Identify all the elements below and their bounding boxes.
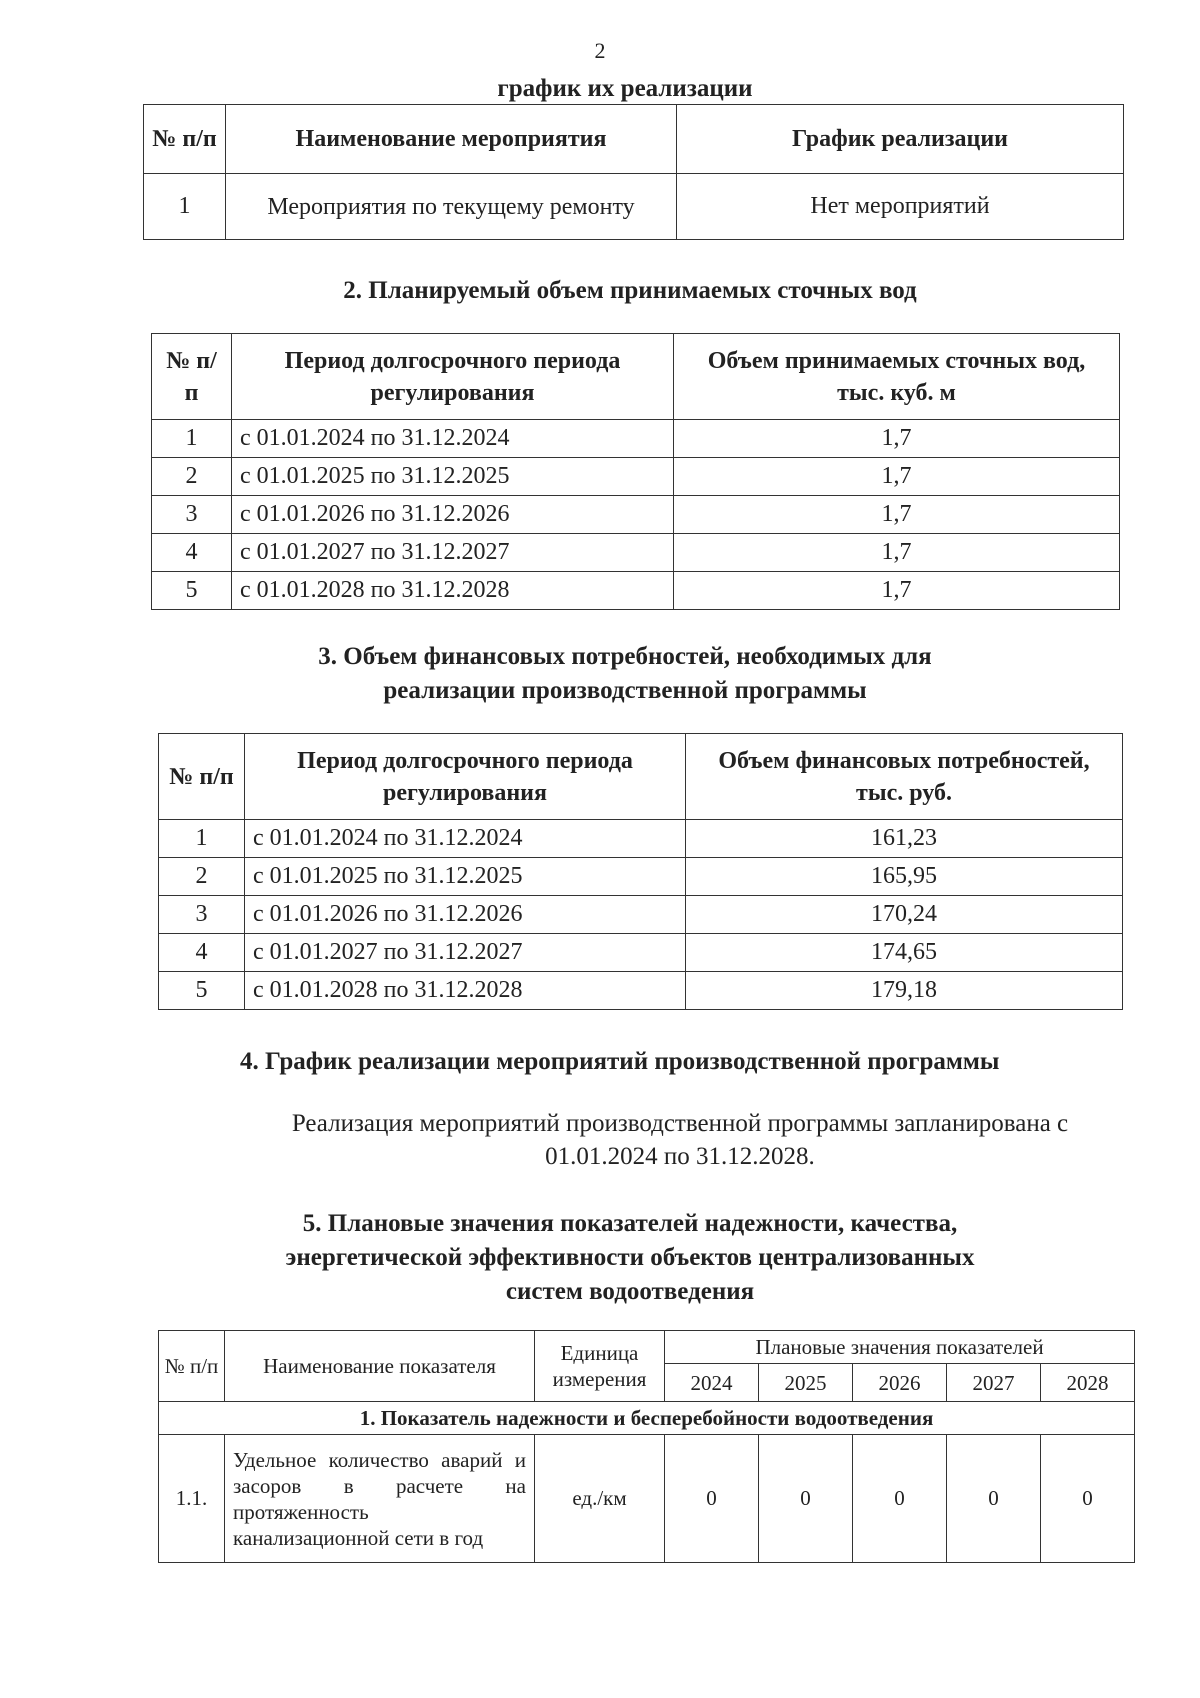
cell-value: 0 <box>759 1435 853 1563</box>
cell-volume: 1,7 <box>674 458 1120 496</box>
header-num: № п/п <box>152 334 232 420</box>
table-row <box>152 496 1120 534</box>
cell-period: с 01.01.2026 по 31.12.2026 <box>232 496 674 534</box>
cell-value: 0 <box>1041 1435 1135 1563</box>
table-row <box>159 858 1123 896</box>
table-row <box>159 820 1123 858</box>
header-num: № п/п <box>159 1331 225 1402</box>
cell-unit: ед./км <box>535 1435 665 1563</box>
table-subsection-row <box>159 1402 1135 1435</box>
section4-text-line2: 01.01.2024 по 31.12.2028. <box>545 1143 815 1170</box>
cell-amount: 174,65 <box>686 934 1123 972</box>
cell-value: 0 <box>947 1435 1041 1563</box>
section5-title-line3: систем водоотведения <box>505 1278 755 1305</box>
table-row <box>152 458 1120 496</box>
table-row <box>152 534 1120 572</box>
cell-num: 5 <box>152 572 232 610</box>
cell-num: 1.1. <box>159 1435 225 1563</box>
cell-num: 2 <box>159 858 245 896</box>
cell-num: 4 <box>159 934 245 972</box>
header-num: № п/п <box>144 105 226 174</box>
cell-num: 1 <box>144 174 226 240</box>
section5-title-line1: 5. Плановые значения показателей надежности, качества, <box>302 1210 958 1237</box>
cell-period: с 01.01.2025 по 31.12.2025 <box>245 858 686 896</box>
header-schedule: График реализации <box>677 105 1124 174</box>
section4-title: 4. График реализации мероприятий производственной программы <box>240 1048 1000 1075</box>
header-indicator-name: Наименование показателя <box>225 1331 535 1402</box>
header-activity-name: Наименование мероприятия <box>226 105 677 174</box>
table-header-row <box>159 734 1123 820</box>
cell-period: с 01.01.2026 по 31.12.2026 <box>245 896 686 934</box>
table-indicators <box>158 1330 1135 1563</box>
cell-num: 3 <box>159 896 245 934</box>
table-financial-needs <box>158 733 1123 1010</box>
table-row <box>159 934 1123 972</box>
cell-period: с 01.01.2025 по 31.12.2025 <box>232 458 674 496</box>
cell-num: 5 <box>159 972 245 1010</box>
cell-activity-name: Мероприятия по текущему ремонту <box>226 174 677 240</box>
cell-num: 3 <box>152 496 232 534</box>
section5-title <box>0 1207 1200 1309</box>
table-row <box>159 896 1123 934</box>
cell-schedule: Нет мероприятий <box>677 174 1124 240</box>
cell-amount: 161,23 <box>686 820 1123 858</box>
cell-num: 1 <box>159 820 245 858</box>
cell-amount: 179,18 <box>686 972 1123 1010</box>
header-year: 2026 <box>853 1364 947 1402</box>
header-unit: Единица измерения <box>535 1331 665 1402</box>
cell-volume: 1,7 <box>674 420 1120 458</box>
table-row <box>144 174 1124 240</box>
cell-volume: 1,7 <box>674 572 1120 610</box>
cell-value: 0 <box>665 1435 759 1563</box>
table-row <box>159 972 1123 1010</box>
header-volume: Объем принимаемых сточных вод, тыс. куб. м <box>674 334 1120 420</box>
cell-amount: 170,24 <box>686 896 1123 934</box>
cell-value: 0 <box>853 1435 947 1563</box>
table-header-row <box>152 334 1120 420</box>
cell-period: с 01.01.2028 по 31.12.2028 <box>232 572 674 610</box>
header-num: № п/п <box>159 734 245 820</box>
section1-title: график их реализации <box>497 75 753 102</box>
section4-text <box>200 1107 1160 1173</box>
table-header-row <box>144 105 1124 174</box>
header-financial-volume: Объем финансовых потребностей, тыс. руб. <box>686 734 1123 820</box>
cell-period: с 01.01.2024 по 31.12.2024 <box>232 420 674 458</box>
section2-title: 2. Планируемый объем принимаемых сточных вод <box>343 277 917 304</box>
table-row <box>152 420 1120 458</box>
header-period: Период долгосрочного периода регулирования <box>232 334 674 420</box>
cell-period: с 01.01.2024 по 31.12.2024 <box>245 820 686 858</box>
cell-num: 4 <box>152 534 232 572</box>
subsection-title: 1. Показатель надежности и бесперебойности водоотведения <box>159 1402 1135 1435</box>
header-planned-values: Плановые значения показателей <box>665 1331 1135 1364</box>
header-period: Период долгосрочного периода регулирования <box>245 734 686 820</box>
table-row <box>152 572 1120 610</box>
section5-title-line2: энергетической эффективности объектов централизованных <box>285 1244 975 1271</box>
table-activities <box>143 104 1124 240</box>
header-year: 2024 <box>665 1364 759 1402</box>
section3-title <box>0 640 1200 708</box>
cell-num: 1 <box>152 420 232 458</box>
cell-volume: 1,7 <box>674 496 1120 534</box>
page-number: 2 <box>594 38 606 63</box>
cell-amount: 165,95 <box>686 858 1123 896</box>
header-year: 2027 <box>947 1364 1041 1402</box>
cell-num: 2 <box>152 458 232 496</box>
section4-text-line1: Реализация мероприятий производственной программы запланирована с <box>291 1110 1069 1137</box>
section3-title-line2: реализации производственной программы <box>383 677 867 704</box>
cell-period: с 01.01.2028 по 31.12.2028 <box>245 972 686 1010</box>
section3-title-line1: 3. Объем финансовых потребностей, необходимых для <box>318 643 932 670</box>
header-year: 2028 <box>1041 1364 1135 1402</box>
cell-indicator-name: Удельное количество аварий и засоров в расчете на протяженность канализационной сети в год <box>225 1435 535 1563</box>
table-row <box>159 1435 1135 1563</box>
table-wastewater-volume <box>151 333 1120 610</box>
cell-volume: 1,7 <box>674 534 1120 572</box>
cell-period: с 01.01.2027 по 31.12.2027 <box>232 534 674 572</box>
table-header-row <box>159 1331 1135 1364</box>
header-year: 2025 <box>759 1364 853 1402</box>
cell-period: с 01.01.2027 по 31.12.2027 <box>245 934 686 972</box>
